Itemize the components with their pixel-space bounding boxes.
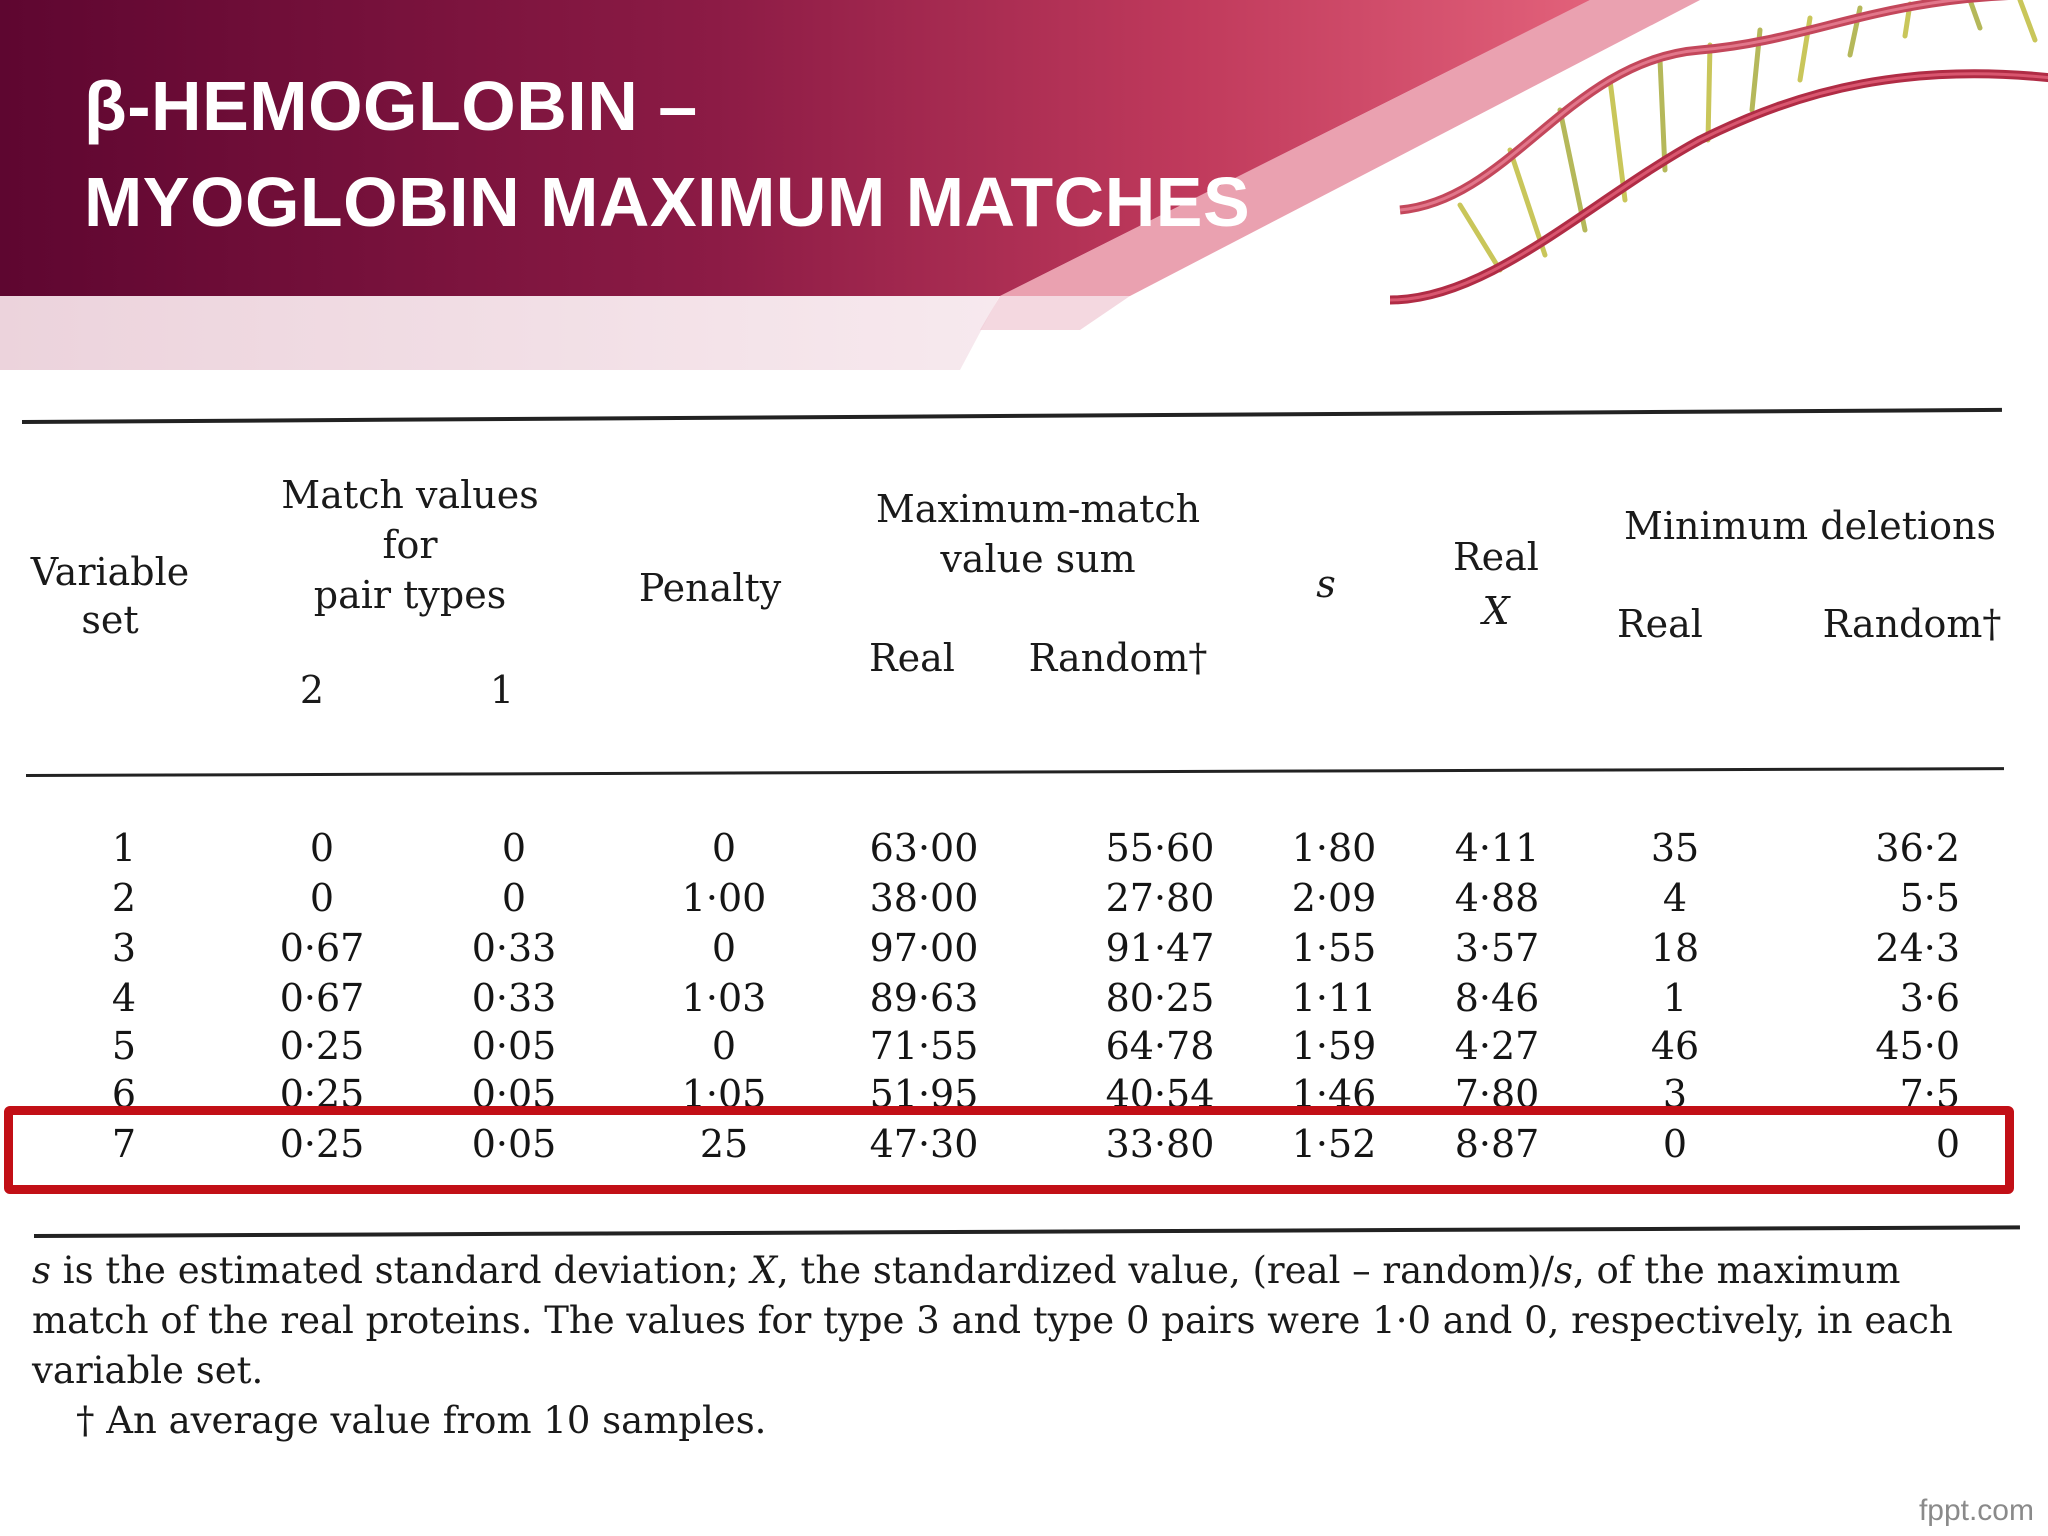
cell-md-random: 45·0	[1875, 1024, 1960, 1068]
cell-v2: 0·67	[279, 976, 365, 1020]
header-max-match-real: Real	[869, 636, 955, 680]
cell-mm-real: 71·55	[869, 1024, 979, 1068]
cell-s: 2·09	[1291, 876, 1377, 920]
table-bottom-rule	[34, 1225, 2020, 1238]
cell-mm-random: 91·47	[1105, 926, 1215, 970]
cell-v1: 0·05	[471, 1122, 557, 1166]
slide-title-line-2: MYOGLOBIN MAXIMUM MATCHES	[84, 163, 1251, 241]
cell-x: 3·57	[1454, 926, 1540, 970]
cell-md-real: 46	[1650, 1024, 1700, 1068]
cell-x: 4·11	[1454, 826, 1540, 870]
cell-set: 7	[111, 1122, 137, 1166]
cell-md-random: 0	[1935, 1122, 1960, 1166]
cell-mm-real: 97·00	[869, 926, 979, 970]
cell-v2: 0·25	[279, 1024, 365, 1068]
header-max-match-line2: value sum	[940, 537, 1136, 581]
slide-title	[84, 58, 1250, 250]
footnote-s-symbol: s	[32, 1249, 51, 1292]
cell-mm-real: 89·63	[869, 976, 979, 1020]
cell-penalty: 0	[711, 826, 737, 870]
cell-x: 8·87	[1454, 1122, 1540, 1166]
cell-set: 3	[111, 926, 137, 970]
cell-md-real: 3	[1662, 1072, 1688, 1116]
header-variable-set	[31, 548, 190, 644]
header-max-match	[876, 484, 1200, 584]
header-pair-type-1: 1	[489, 668, 515, 712]
cell-md-random: 24·3	[1875, 926, 1960, 970]
cell-v2: 0·25	[279, 1122, 365, 1166]
cell-mm-random: 64·78	[1105, 1024, 1215, 1068]
cell-x: 4·27	[1454, 1024, 1540, 1068]
cell-v2: 0·67	[279, 926, 365, 970]
footnote-dagger: † An average value from 10 samples.	[76, 1399, 767, 1442]
cell-mm-real: 51·95	[869, 1072, 979, 1116]
cell-mm-random: 55·60	[1105, 826, 1215, 870]
cell-mm-real: 38·00	[869, 876, 979, 920]
cell-md-random: 7·5	[1899, 1072, 1960, 1116]
cell-s: 1·46	[1291, 1072, 1377, 1116]
cell-mm-random: 27·80	[1105, 876, 1215, 920]
table-footnotes	[32, 1246, 2022, 1446]
header-real-x	[1453, 530, 1539, 638]
cell-v2: 0	[309, 826, 335, 870]
cell-v1: 0·33	[471, 926, 557, 970]
cell-penalty: 0	[711, 1024, 737, 1068]
cell-penalty: 25	[699, 1122, 749, 1166]
slide-title-line-1: β-HEMOGLOBIN –	[84, 67, 698, 145]
cell-s: 1·59	[1291, 1024, 1377, 1068]
cell-v2: 0	[309, 876, 335, 920]
cell-set: 5	[111, 1024, 137, 1068]
cell-md-real: 4	[1662, 876, 1688, 920]
header-min-deletions: Minimum deletions	[1623, 504, 1997, 548]
table-top-rule	[22, 408, 2002, 424]
cell-x: 8·46	[1454, 976, 1540, 1020]
header-match-values-line3: pair types	[313, 573, 507, 617]
header-variable-set-line1: Variable	[30, 550, 190, 594]
footnote-s-symbol-2: s	[1553, 1249, 1573, 1292]
header-real-x-line1: Real	[1453, 535, 1539, 579]
header-banner	[0, 0, 2048, 380]
footnote-definitions	[32, 1246, 2022, 1396]
dna-helix-icon	[1370, 0, 2048, 310]
header-min-deletions-random: Random†	[1822, 602, 2002, 646]
cell-penalty: 1·00	[681, 876, 767, 920]
cell-v1: 0·05	[471, 1072, 557, 1116]
header-min-deletions-real: Real	[1617, 602, 1703, 646]
table-header-rule	[26, 767, 2004, 777]
cell-mm-random: 80·25	[1105, 976, 1215, 1020]
cell-s: 1·52	[1291, 1122, 1377, 1166]
cell-penalty: 1·03	[681, 976, 767, 1020]
cell-md-real: 1	[1662, 976, 1688, 1020]
cell-set: 1	[111, 826, 137, 870]
cell-set: 6	[111, 1072, 137, 1116]
footnote-text-3: , of the maximum match of the real proteins. The values for type 3 and type 0 pairs were 1·0 and 0, respectively, in each variable set.	[32, 1249, 1953, 1392]
cell-md-random: 36·2	[1875, 826, 1960, 870]
footnote-text-2: , the standardized value, (real – random)/	[777, 1249, 1554, 1292]
header-max-match-line1: Maximum-match	[875, 487, 1201, 531]
cell-md-real: 35	[1650, 826, 1700, 870]
cell-x: 4·88	[1454, 876, 1540, 920]
cell-set: 2	[111, 876, 137, 920]
cell-mm-random: 33·80	[1105, 1122, 1215, 1166]
cell-mm-real: 63·00	[869, 826, 979, 870]
row-7-highlight-box	[4, 1106, 2014, 1194]
cell-s: 1·55	[1291, 926, 1377, 970]
header-pair-type-2: 2	[299, 668, 325, 712]
cell-md-real: 0	[1662, 1122, 1688, 1166]
cell-set: 4	[111, 976, 137, 1020]
cell-s: 1·11	[1291, 976, 1377, 1020]
header-match-values-line2: for	[382, 523, 438, 567]
header-match-values	[281, 470, 538, 620]
cell-mm-real: 47·30	[869, 1122, 979, 1166]
cell-md-real: 18	[1650, 926, 1700, 970]
cell-mm-random: 40·54	[1105, 1072, 1215, 1116]
cell-md-random: 5·5	[1899, 876, 1960, 920]
cell-penalty: 1·05	[681, 1072, 767, 1116]
cell-x: 7·80	[1454, 1072, 1540, 1116]
cell-md-random: 3·6	[1899, 976, 1960, 1020]
cell-v1: 0	[501, 876, 527, 920]
cell-v2: 0·25	[279, 1072, 365, 1116]
cell-v1: 0·33	[471, 976, 557, 1020]
header-s: s	[1316, 562, 1336, 606]
footnote-x-symbol: X	[750, 1249, 778, 1292]
header-max-match-random: Random†	[1028, 636, 1208, 680]
cell-v1: 0	[501, 826, 527, 870]
watermark: fppt.com	[1918, 1494, 2034, 1527]
cell-penalty: 0	[711, 926, 737, 970]
header-real-x-line2: X	[1482, 589, 1510, 633]
cell-s: 1·80	[1291, 826, 1377, 870]
header-variable-set-line2: set	[81, 598, 139, 642]
header-match-values-line1: Match values	[281, 473, 539, 517]
footnote-text-1: is the estimated standard deviation;	[51, 1249, 751, 1292]
header-penalty: Penalty	[638, 566, 782, 610]
cell-v1: 0·05	[471, 1024, 557, 1068]
